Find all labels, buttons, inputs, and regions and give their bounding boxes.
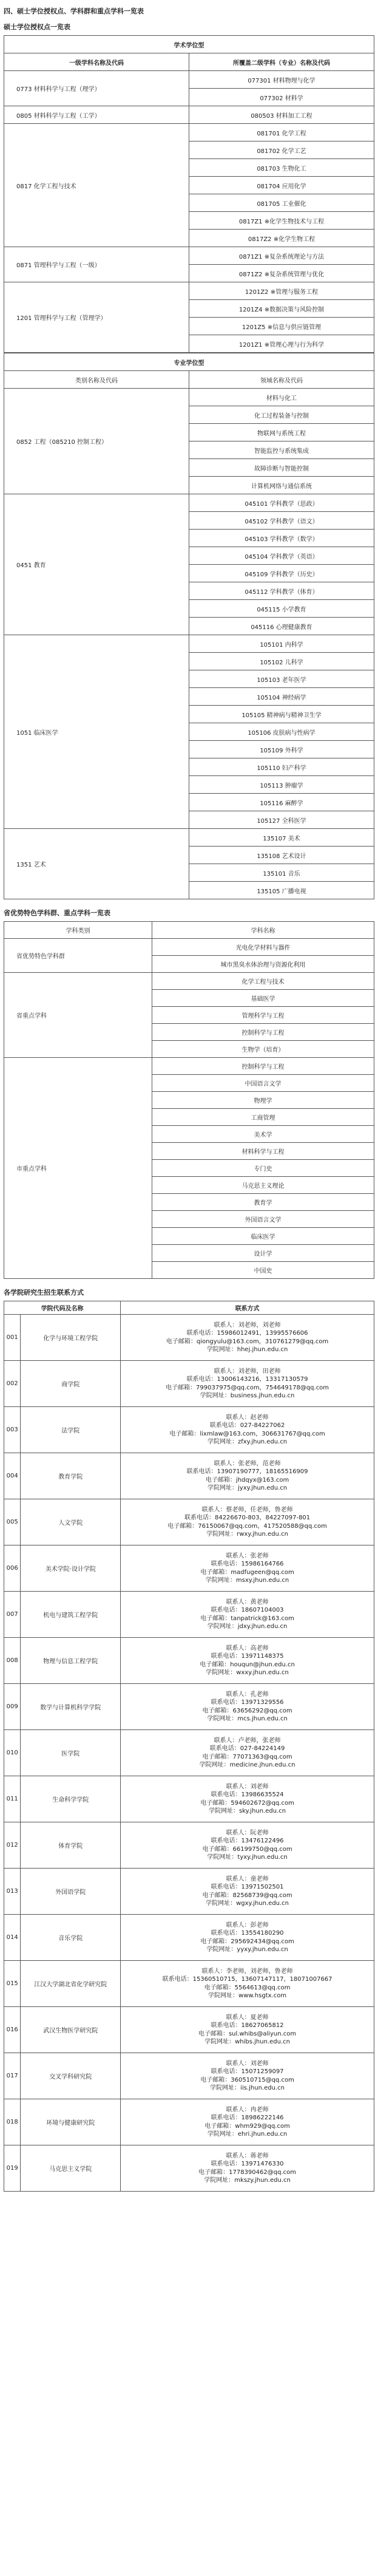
table1-item: 077302 材料学 <box>189 89 374 106</box>
college-code: 017 <box>4 2053 21 2099</box>
contact-line: 电子邮箱：295692434@qq.com <box>200 1938 294 1945</box>
table2-item: 105105 精神病与精神卫生学 <box>189 706 374 723</box>
college-contact <box>121 2053 374 2099</box>
table1-row <box>4 247 374 265</box>
table2-group-name: 0852 工程（085210 控制工程） <box>4 389 189 494</box>
table3-item: 临床医学 <box>152 1228 374 1245</box>
contact-line: 电子邮箱：5564613@qq.com <box>204 1984 291 1991</box>
table3-item: 外国语言文学 <box>152 1211 374 1228</box>
college-name: 环境与健康研究院 <box>21 2099 121 2145</box>
college-name: 体育学院 <box>21 1822 121 1869</box>
college-contact <box>121 1776 374 1822</box>
college-name: 数学与计算机科学学院 <box>21 1684 121 1730</box>
contact-line: 联系电话：15986012491，13995576606 <box>186 1330 308 1337</box>
contact-line: 电子邮箱：whm929@qq.com <box>204 2122 290 2130</box>
table4-row <box>4 1730 374 1776</box>
contact-line: 学院网址：whibs.jhun.edu.cn <box>204 2039 290 2045</box>
contact-line: 学院网址：mkszy.jhun.edu.cn <box>204 2177 291 2184</box>
contact-line: 联系电话：13907190777，18165516909 <box>186 1468 308 1475</box>
table3-item: 工商管理 <box>152 1109 374 1126</box>
table2-item: 化工过程装备与控制 <box>189 406 374 424</box>
contact-line: 联系人：彭老师 <box>226 1921 269 1929</box>
college-code: 004 <box>4 1453 21 1499</box>
contact-line: 联系人：卢老师，张老师 <box>214 1737 281 1744</box>
college-code: 007 <box>4 1592 21 1638</box>
table-key-disciplines <box>4 921 374 1279</box>
table4-row <box>4 1361 374 1407</box>
college-name: 教育学院 <box>21 1453 121 1499</box>
table3-item: 化学工程与技术 <box>152 973 374 990</box>
table2-item: 105102 儿科学 <box>189 653 374 670</box>
table1-item: 080503 材料加工工程 <box>189 106 374 124</box>
table4-row <box>4 1684 374 1730</box>
college-contact <box>121 1638 374 1684</box>
contact-line: 电子邮箱：tanpatrick@163.com <box>200 1615 294 1622</box>
table4-row <box>4 1776 374 1822</box>
table2-item: 105101 内科学 <box>189 635 374 653</box>
contact-line: 学院网址：wxxy.jhun.edu.cn <box>206 1669 289 1676</box>
contact-line: 电子邮箱：1778390462@qq.com <box>198 2169 296 2176</box>
table4-row <box>4 1315 374 1361</box>
table2-col1-header: 类别名称及代码 <box>4 371 189 389</box>
college-name: 医学院 <box>21 1730 121 1776</box>
table4-row <box>4 1961 374 2007</box>
section-heading: 四、硕士学位授权点、学科群和重点学科一览表 <box>4 7 144 15</box>
table2-item: 045103 学科教学（数学） <box>189 530 374 547</box>
table2-item: 045101 学科教学（思政） <box>189 494 374 512</box>
college-code: 008 <box>4 1638 21 1684</box>
contact-line: 电子邮箱：799037975@qq.com，754649178@qq.com <box>166 1384 329 1391</box>
table2-item: 135107 美术 <box>189 829 374 847</box>
contact-line: 学院网址：tyxy.jhun.edu.cn <box>207 1854 288 1861</box>
table2-title: 专业学位型 <box>4 353 374 371</box>
college-code: 002 <box>4 1361 21 1407</box>
college-name: 武汉生物医学研究院 <box>21 2007 121 2053</box>
table4-row <box>4 1592 374 1638</box>
table1-item: 081702 化学工艺 <box>189 141 374 159</box>
contact-line: 学院网址：iis.jhun.edu.cn <box>210 2085 285 2091</box>
table2-item: 105106 皮肤病与性病学 <box>189 723 374 741</box>
college-contact <box>121 1361 374 1407</box>
table1-col1-header: 一级学科名称及代码 <box>4 53 189 71</box>
contact-line: 电子邮箱：lixmlaw@163.com，306631767@qq.com <box>169 1430 325 1437</box>
table2-item: 135108 艺术设计 <box>189 847 374 864</box>
contact-line: 联系人：冉老师 <box>226 2106 269 2113</box>
table1-group-name: 0805 材料科学与工程（工学） <box>4 106 189 124</box>
contact-line: 学院网址：wgxy.jhun.edu.cn <box>206 1900 289 1907</box>
table2-row <box>4 635 374 653</box>
table2-row <box>4 389 374 406</box>
table4-row <box>4 1545 374 1592</box>
contact-line: 联系人：李老师，刘老师，鲁老师 <box>201 1968 293 1975</box>
contact-line: 联系人：黄老师 <box>226 1598 269 1606</box>
contact-line: 联系电话：13006143216，13317130579 <box>186 1376 308 1383</box>
contact-line: 联系电话：13971502501 <box>211 1884 284 1890</box>
college-contact <box>121 1592 374 1638</box>
contact-line: 学院网址：medicine.jhun.edu.cn <box>199 1762 295 1768</box>
college-name: 人文学院 <box>21 1499 121 1545</box>
college-code: 003 <box>4 1407 21 1453</box>
college-name: 美术学院·设计学院 <box>21 1545 121 1592</box>
table2-item: 计算机网络与通信系统 <box>189 477 374 494</box>
college-code: 012 <box>4 1822 21 1869</box>
college-code: 010 <box>4 1730 21 1776</box>
table3-row <box>4 1058 374 1075</box>
contact-line: 联系人：童老师 <box>226 1875 269 1883</box>
table1-item: 081704 应用化学 <box>189 177 374 194</box>
college-contact <box>121 1499 374 1545</box>
table2-item: 045116 心理健康教育 <box>189 618 374 635</box>
table3-item: 中国史 <box>152 1262 374 1279</box>
contact-line: 电子邮箱：qiongyulu@163.com，310761279@qq.com <box>166 1338 329 1345</box>
contact-line: 联系电话：13476122496 <box>211 1838 284 1844</box>
table1-item: 077301 材料物理与化学 <box>189 71 374 89</box>
table1-item: 1201Z4 ※数据决策与风险控制 <box>189 300 374 318</box>
contact-line: 联系人：刘老师 <box>226 2060 269 2067</box>
table-college-contacts <box>4 1301 374 2192</box>
contact-line: 联系电话：13986635524 <box>211 1791 284 1798</box>
table3-item: 马克思主义理论 <box>152 1177 374 1194</box>
table1-row <box>4 106 374 124</box>
college-contact <box>121 1684 374 1730</box>
table2-item: 105109 外科学 <box>189 741 374 758</box>
contact-line: 学院网址：business.jhun.edu.cn <box>200 1392 295 1399</box>
table1-item: 0871Z2 ※复杂系统管理与优化 <box>189 265 374 282</box>
college-code: 001 <box>4 1315 21 1361</box>
table3-item: 教育学 <box>152 1194 374 1211</box>
contact-line: 联系人：阮老师 <box>226 1829 269 1836</box>
table1-item: 081703 生物化工 <box>189 159 374 177</box>
table4-row <box>4 1915 374 1961</box>
table1-row <box>4 124 374 141</box>
table2-group-name: 1351 艺术 <box>4 829 189 899</box>
contact-line: 联系电话：13971476330 <box>211 2161 284 2167</box>
college-code: 019 <box>4 2145 21 2192</box>
table1-group-name: 1201 管理科学与工程（管理学） <box>4 282 189 353</box>
college-name: 音乐学院 <box>21 1915 121 1961</box>
college-code: 006 <box>4 1545 21 1592</box>
contact-line: 联系电话：027-84224149 <box>209 1745 285 1752</box>
table3-item: 设计学 <box>152 1245 374 1262</box>
table3-item: 控制科学与工程 <box>152 1058 374 1075</box>
contact-line: 电子邮箱：66199750@qq.com <box>202 1845 292 1853</box>
table4-row <box>4 2145 374 2192</box>
contact-line: 联系人：刘老师 <box>226 1783 269 1790</box>
table1-row <box>4 282 374 300</box>
contact-line: 学院网址：jdxy.jhun.edu.cn <box>207 1623 288 1630</box>
table4-caption: 各学院研究生招生联系方式 <box>4 1289 84 1297</box>
college-name: 化学与环境工程学院 <box>21 1315 121 1361</box>
contact-line: 联系电话：15071259097 <box>211 2068 284 2075</box>
college-contact <box>121 2099 374 2145</box>
contact-line: 联系电话：15986164766 <box>211 1561 284 1567</box>
contact-line: 电子邮箱：madfugeen@qq.com <box>200 1569 294 1576</box>
college-contact <box>121 1453 374 1499</box>
table-professional-degrees <box>4 353 374 899</box>
table4-col2-header: 联系方式 <box>121 1301 374 1315</box>
college-contact <box>121 1961 374 2007</box>
contact-line: 联系电话：18986222146 <box>211 2114 284 2121</box>
contact-line: 联系电话：13971148375 <box>211 1653 284 1660</box>
table1-item: 081705 工业催化 <box>189 194 374 212</box>
college-code: 011 <box>4 1776 21 1822</box>
contact-line: 学院网址：jyxy.jhun.edu.cn <box>208 1485 288 1491</box>
contact-line: 电子邮箱：594602672@qq.com <box>200 1799 294 1807</box>
table4-row <box>4 1822 374 1869</box>
table3-item: 光电化学材料与器件 <box>152 939 374 956</box>
contact-line: 电子邮箱：82568739@qq.com <box>202 1892 292 1899</box>
table2-item: 故障诊断与智能控制 <box>189 459 374 477</box>
table2-row <box>4 494 374 512</box>
table2-row <box>4 829 374 847</box>
contact-line: 电子邮箱：77071363@qq.com <box>202 1753 292 1760</box>
table1-row <box>4 71 374 89</box>
contact-line: 联系人：赵老师 <box>226 1414 269 1421</box>
table2-item: 045112 学科教学（体育） <box>189 582 374 600</box>
contact-line: 电子邮箱：sul.whibs@aliyun.com <box>198 2030 297 2037</box>
table2-item: 105127 全科医学 <box>189 811 374 829</box>
college-name: 交叉学科研究院 <box>21 2053 121 2099</box>
table3-item: 中国语言文学 <box>152 1075 374 1092</box>
table3-item: 材料科学与工程 <box>152 1143 374 1160</box>
college-name: 外国语学院 <box>21 1869 121 1915</box>
contact-line: 电子邮箱：63656292@qq.com <box>202 1707 292 1714</box>
contact-line: 联系人：刘老师，田老师 <box>214 1368 281 1375</box>
table3-group-name: 省优势特色学科群 <box>4 939 152 973</box>
college-name: 生命科学学院 <box>21 1776 121 1822</box>
table3-col2-header: 学科名称 <box>152 922 374 939</box>
table3-item: 美术学 <box>152 1126 374 1143</box>
table3-group-name: 省重点学科 <box>4 973 152 1058</box>
college-code: 013 <box>4 1869 21 1915</box>
contact-line: 电子邮箱：76150067@qq.com，417520588@qq.com <box>167 1522 327 1530</box>
contact-line: 联系人：蒋老师 <box>226 2152 269 2159</box>
contact-line: 联系人：张老师 <box>226 1552 269 1559</box>
table1-item: 1201Z5 ※信息与供应链管理 <box>189 318 374 335</box>
college-contact <box>121 2007 374 2053</box>
table1-item: 1201Z2 ※管理与服务工程 <box>189 282 374 300</box>
college-contact <box>121 2145 374 2192</box>
contact-line: 联系电话：84226670-803，84227097-801 <box>184 1515 311 1521</box>
contact-line: 联系人：高老师 <box>226 1644 269 1652</box>
table4-row <box>4 2007 374 2053</box>
table2-item: 135105 广播电视 <box>189 882 374 899</box>
college-name: 商学院 <box>21 1361 121 1407</box>
table1-item: 0817Z1 ※化学生物技术与工程 <box>189 212 374 230</box>
table2-group-name: 1051 临床医学 <box>4 635 189 829</box>
table3-row <box>4 939 374 956</box>
college-code: 005 <box>4 1499 21 1545</box>
contact-line: 学院网址：hhej.jhun.edu.cn <box>206 1346 288 1353</box>
college-name: 法学院 <box>21 1407 121 1453</box>
table2-item: 045115 小学教育 <box>189 600 374 618</box>
college-code: 015 <box>4 1961 21 2007</box>
table4-row <box>4 2099 374 2145</box>
college-code: 016 <box>4 2007 21 2053</box>
table1-item: 081701 化学工程 <box>189 124 374 141</box>
contact-line: 学院网址：ehri.jhun.edu.cn <box>207 2131 288 2138</box>
college-contact <box>121 1915 374 1961</box>
table1-title: 学术学位型 <box>4 36 374 53</box>
college-contact <box>121 1730 374 1776</box>
college-contact <box>121 1315 374 1361</box>
table1-item: 1201Z1 ※管理心理与行为科学 <box>189 335 374 353</box>
table1-caption: 硕士学位授权点一览表 <box>4 23 70 31</box>
table4-row <box>4 1453 374 1499</box>
table4-row <box>4 1869 374 1915</box>
table3-item: 控制科学与工程 <box>152 1024 374 1041</box>
college-contact <box>121 1869 374 1915</box>
table3-col1-header: 学科类别 <box>4 922 152 939</box>
table2-item: 135101 音乐 <box>189 864 374 882</box>
college-code: 018 <box>4 2099 21 2145</box>
contact-line: 联系电话：13554180290 <box>211 1930 284 1937</box>
table1-item: 0871Z1 ※复杂系统理论与方法 <box>189 247 374 265</box>
contact-line: 联系电话：18627065812 <box>211 2022 284 2029</box>
contact-line: 学院网址：msxy.jhun.edu.cn <box>205 1577 289 1584</box>
table3-row <box>4 973 374 990</box>
college-name: 马克思主义学院 <box>21 2145 121 2192</box>
contact-line: 电子邮箱：houqun@jhun.edu.cn <box>200 1661 295 1668</box>
contact-line: 学院网址：www.hsgtx.com <box>208 1992 287 1999</box>
table1-item: 0817Z2 ※化学生物工程 <box>189 230 374 247</box>
table1-group-name: 0773 材料科学与工程（理学） <box>4 71 189 106</box>
college-code: 014 <box>4 1915 21 1961</box>
contact-line: 学院网址：yyxy.jhun.edu.cn <box>206 1946 288 1953</box>
table1-group-name: 0871 管理科学与工程（一级） <box>4 247 189 282</box>
table4-row <box>4 1407 374 1453</box>
college-name: 江汉大学湖北省化学研究院 <box>21 1961 121 2007</box>
college-contact <box>121 1822 374 1869</box>
contact-line: 学院网址：rwxy.jhun.edu.cn <box>206 1531 288 1538</box>
table2-col2-header: 领域名称及代码 <box>189 371 374 389</box>
college-name: 物理与信息工程学院 <box>21 1638 121 1684</box>
table2-item: 105110 妇产科学 <box>189 758 374 776</box>
contact-line: 电子邮箱：jhdqyx@163.com <box>205 1476 289 1484</box>
table1-group-name: 0817 化学工程与技术 <box>4 124 189 247</box>
table3-caption: 省优势特色学科群、重点学科一览表 <box>4 909 110 917</box>
table3-item: 生物学（培育） <box>152 1041 374 1058</box>
table2-item: 105113 肿瘤学 <box>189 776 374 794</box>
table3-item: 城市黑臭水体治理与资源化利用 <box>152 956 374 973</box>
contact-line: 联系人：蔡老师，任老师，鲁老师 <box>201 1506 293 1513</box>
college-name: 机电与建筑工程学院 <box>21 1592 121 1638</box>
table4-row <box>4 1499 374 1545</box>
table3-group-name: 市重点学科 <box>4 1058 152 1279</box>
table1-col2-header: 所覆盖二级学科（专业）名称及代码 <box>189 53 374 71</box>
college-contact <box>121 1407 374 1453</box>
contact-line: 联系人：刘老师，刘老师 <box>214 1321 281 1329</box>
contact-line: 联系电话：15360510715，13607147117，18071007667 <box>162 1976 332 1983</box>
table3-item: 物理学 <box>152 1092 374 1109</box>
college-code: 009 <box>4 1684 21 1730</box>
table4-col1-header: 学院代码及名称 <box>4 1301 121 1315</box>
table-academic-degrees <box>4 35 374 353</box>
table2-item: 105104 神经病学 <box>189 688 374 706</box>
table2-item: 材料与化工 <box>189 389 374 406</box>
table2-item: 105103 老年医学 <box>189 670 374 688</box>
table2-item: 智能监控与系统集成 <box>189 441 374 459</box>
contact-line: 学院网址：mcs.jhun.edu.cn <box>207 1716 288 1722</box>
contact-line: 联系人：夏老师 <box>226 2014 269 2021</box>
contact-line: 学院网址：zfxy.jhun.edu.cn <box>207 1439 288 1445</box>
contact-line: 联系电话：18607104003 <box>211 1607 284 1613</box>
table2-group-name: 0451 教育 <box>4 494 189 635</box>
table3-item: 管理科学与工程 <box>152 1007 374 1024</box>
table2-item: 045104 学科教学（英语） <box>189 547 374 565</box>
contact-line: 学院网址：sky.jhun.edu.cn <box>208 1808 286 1814</box>
table2-item: 045109 学科教学（历史） <box>189 565 374 582</box>
table2-item: 105116 麻醉学 <box>189 794 374 811</box>
table4-row <box>4 2053 374 2099</box>
contact-line: 电子邮箱：360510715@qq.com <box>200 2076 294 2084</box>
table2-item: 045102 学科教学（语文） <box>189 512 374 530</box>
contact-line: 联系电话：13971329556 <box>211 1699 284 1706</box>
contact-line: 联系人：孔老师 <box>226 1691 269 1698</box>
college-contact <box>121 1545 374 1592</box>
table3-item: 基础医学 <box>152 990 374 1007</box>
contact-line: 联系人：张老师，范老师 <box>214 1460 281 1467</box>
table4-row <box>4 1638 374 1684</box>
table2-item: 物联网与系统工程 <box>189 424 374 441</box>
contact-line: 联系电话：027-84227062 <box>209 1422 285 1429</box>
table3-item: 专门史 <box>152 1160 374 1177</box>
